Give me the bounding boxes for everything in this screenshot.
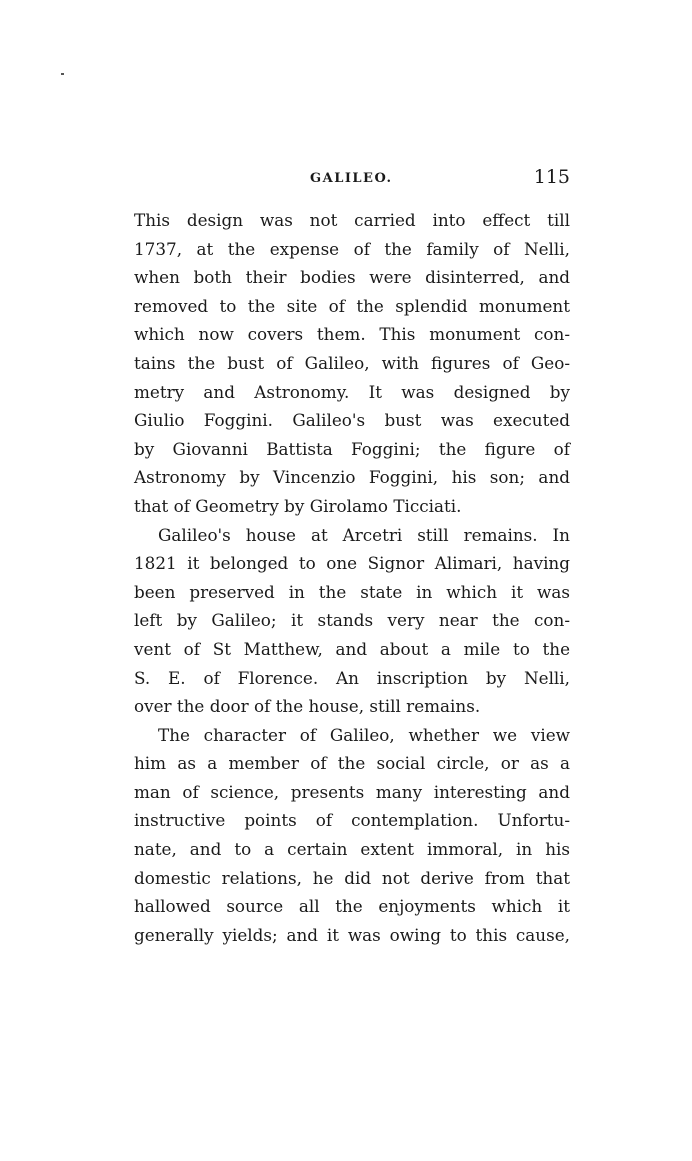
text-line: vent of St Matthew, and about a mile to the: [134, 638, 570, 659]
text-line: man of science, presents many interesting and: [134, 781, 570, 802]
text-line: instructive points of contemplation. Unfortu-: [134, 810, 570, 831]
text-line: tains the bust of Galileo, with figures of Geo-: [134, 352, 570, 373]
running-head: GALILEO.: [310, 171, 393, 186]
text-line: The character of Galileo, whether we view: [158, 724, 570, 745]
paragraph: [134, 721, 570, 950]
text-line: removed to the site of the splendid monument: [134, 295, 570, 316]
text-line: domestic relations, he did not derive from that: [134, 867, 570, 888]
text-line: hallowed source all the enjoyments which it: [134, 896, 570, 917]
text-line: generally yields; and it was owing to this cause,: [134, 924, 570, 945]
text-line: which now covers them. This monument con-: [134, 324, 570, 345]
scan-speck: [61, 73, 64, 75]
text-line: 1821 it belonged to one Signor Alimari, having: [134, 553, 570, 574]
text-line: when both their bodies were disinterred, and: [134, 267, 570, 288]
page-header: [134, 166, 570, 192]
text-line: by Giovanni Battista Foggini; the figure of: [134, 438, 570, 459]
text-line: nate, and to a certain extent immoral, in his: [134, 839, 570, 860]
text-line: Astronomy by Vincenzio Foggini, his son; and: [134, 467, 570, 488]
body-text: [134, 206, 570, 949]
page-number: 115: [533, 166, 570, 188]
paragraph: [134, 521, 570, 721]
text-line: him as a member of the social circle, or as a: [134, 753, 570, 774]
text-line: metry and Astronomy. It was designed by: [134, 381, 570, 402]
text-line: Giulio Foggini. Galileo's bust was executed: [134, 410, 570, 431]
text-line: S. E. of Florence. An inscription by Nelli,: [134, 667, 570, 688]
paragraph: [134, 206, 570, 521]
text-line: This design was not carried into effect till: [134, 210, 570, 230]
text-line: that of Geometry by Girolamo Ticciati.: [134, 495, 462, 516]
text-line: been preserved in the state in which it was: [134, 581, 570, 602]
text-line: over the door of the house, still remains.: [134, 696, 481, 717]
text-line: 1737, at the expense of the family of Nelli,: [134, 238, 570, 259]
text-line: Galileo's house at Arcetri still remains. In: [158, 524, 570, 545]
text-line: left by Galileo; it stands very near the con-: [134, 610, 570, 631]
